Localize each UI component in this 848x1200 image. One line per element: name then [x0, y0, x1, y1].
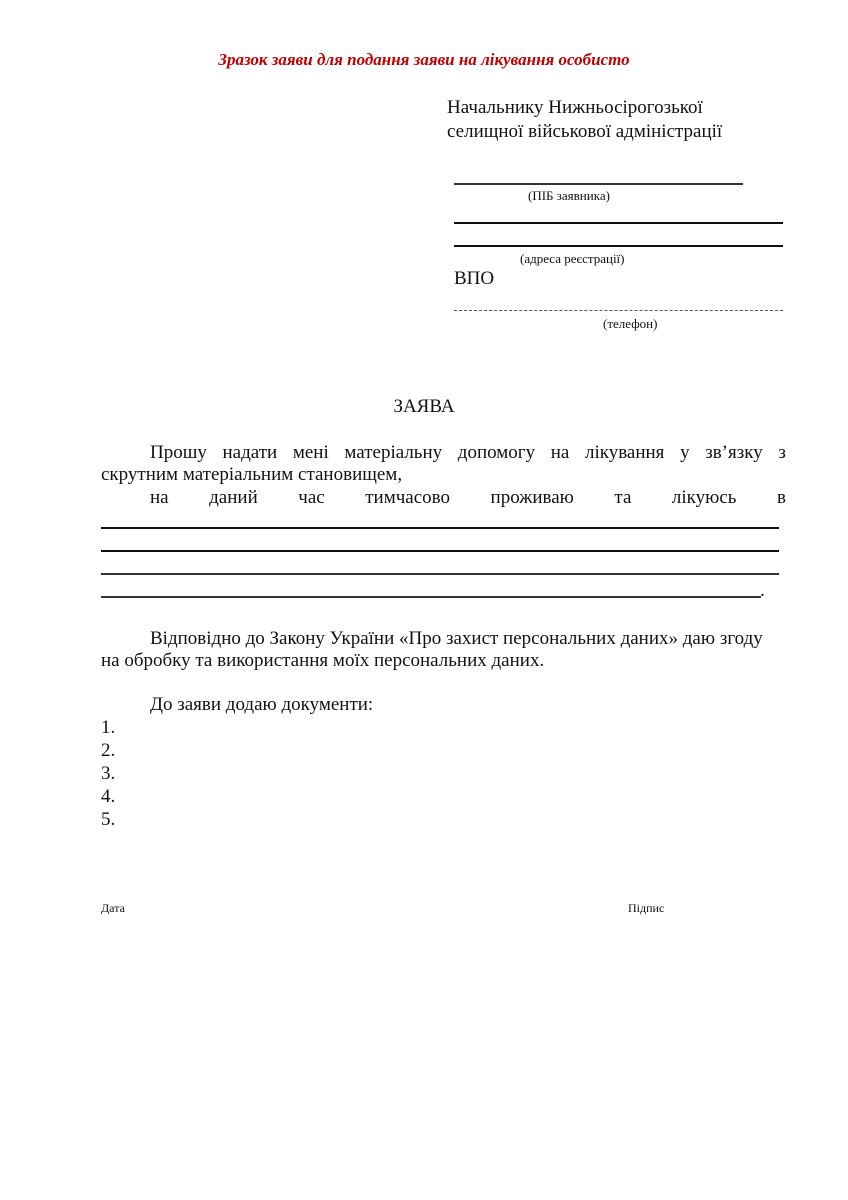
signature-label: Підпис: [628, 901, 665, 915]
word: у: [680, 442, 690, 463]
attachment-item-2: 2.: [101, 740, 116, 761]
request-paragraph-line-1: [150, 442, 786, 464]
phone-caption: (телефон): [603, 316, 658, 331]
word: лікування: [584, 442, 665, 463]
residence-fill-line-4[interactable]: [101, 596, 761, 598]
address-line-2[interactable]: [454, 245, 783, 247]
residence-paragraph: [150, 487, 786, 509]
idp-status-label: ВПО: [454, 268, 495, 289]
address-caption: (адреса реєстрації): [520, 251, 625, 266]
word: мені: [292, 442, 329, 463]
attachments-intro: До заяви додаю документи:: [150, 694, 374, 715]
address-line-1[interactable]: [454, 222, 783, 224]
word: допомогу: [457, 442, 536, 463]
word: та: [614, 487, 632, 508]
consent-line-2: на обробку та використання моїх персональних даних.: [101, 650, 545, 671]
consent-line-1: Відповідно до Закону України «Про захист персональних даних» даю згоду: [150, 628, 763, 649]
word: надати: [222, 442, 278, 463]
word: на: [150, 487, 169, 508]
attachment-item-5: 5.: [101, 809, 116, 830]
word: проживаю: [490, 487, 574, 508]
applicant-name-line[interactable]: [454, 183, 743, 185]
residence-fill-line-3[interactable]: [101, 573, 779, 575]
date-label: Дата: [101, 901, 125, 915]
word: тимчасово: [365, 487, 450, 508]
word: в: [776, 487, 786, 508]
word: час: [298, 487, 325, 508]
word: зв’язку: [705, 442, 763, 463]
residence-fill-line-2[interactable]: [101, 550, 779, 552]
attachment-item-1: 1.: [101, 717, 116, 738]
word: лікуюсь: [671, 487, 737, 508]
residence-fill-line-1[interactable]: [101, 527, 779, 529]
addressee-line-2: селищної військової адміністрації: [447, 121, 723, 142]
word: Прошу: [150, 442, 207, 463]
word: матеріальну: [344, 442, 443, 463]
addressee-line-1: Начальнику Нижньосірогозької: [447, 97, 703, 118]
word: на: [550, 442, 570, 463]
sample-heading: Зразок заяви для подання заяви на лікування особисто: [218, 50, 630, 69]
request-paragraph-line-2: скрутним матеріальним становищем,: [101, 464, 403, 485]
phone-line[interactable]: [454, 310, 783, 311]
word: даний: [209, 487, 258, 508]
attachment-item-4: 4.: [101, 786, 116, 807]
word: з: [778, 442, 786, 463]
applicant-name-caption: (ПІБ заявника): [528, 188, 610, 203]
fill-end-period: .: [760, 580, 765, 601]
attachment-item-3: 3.: [101, 763, 116, 784]
document-title: ЗАЯВА: [393, 396, 455, 417]
